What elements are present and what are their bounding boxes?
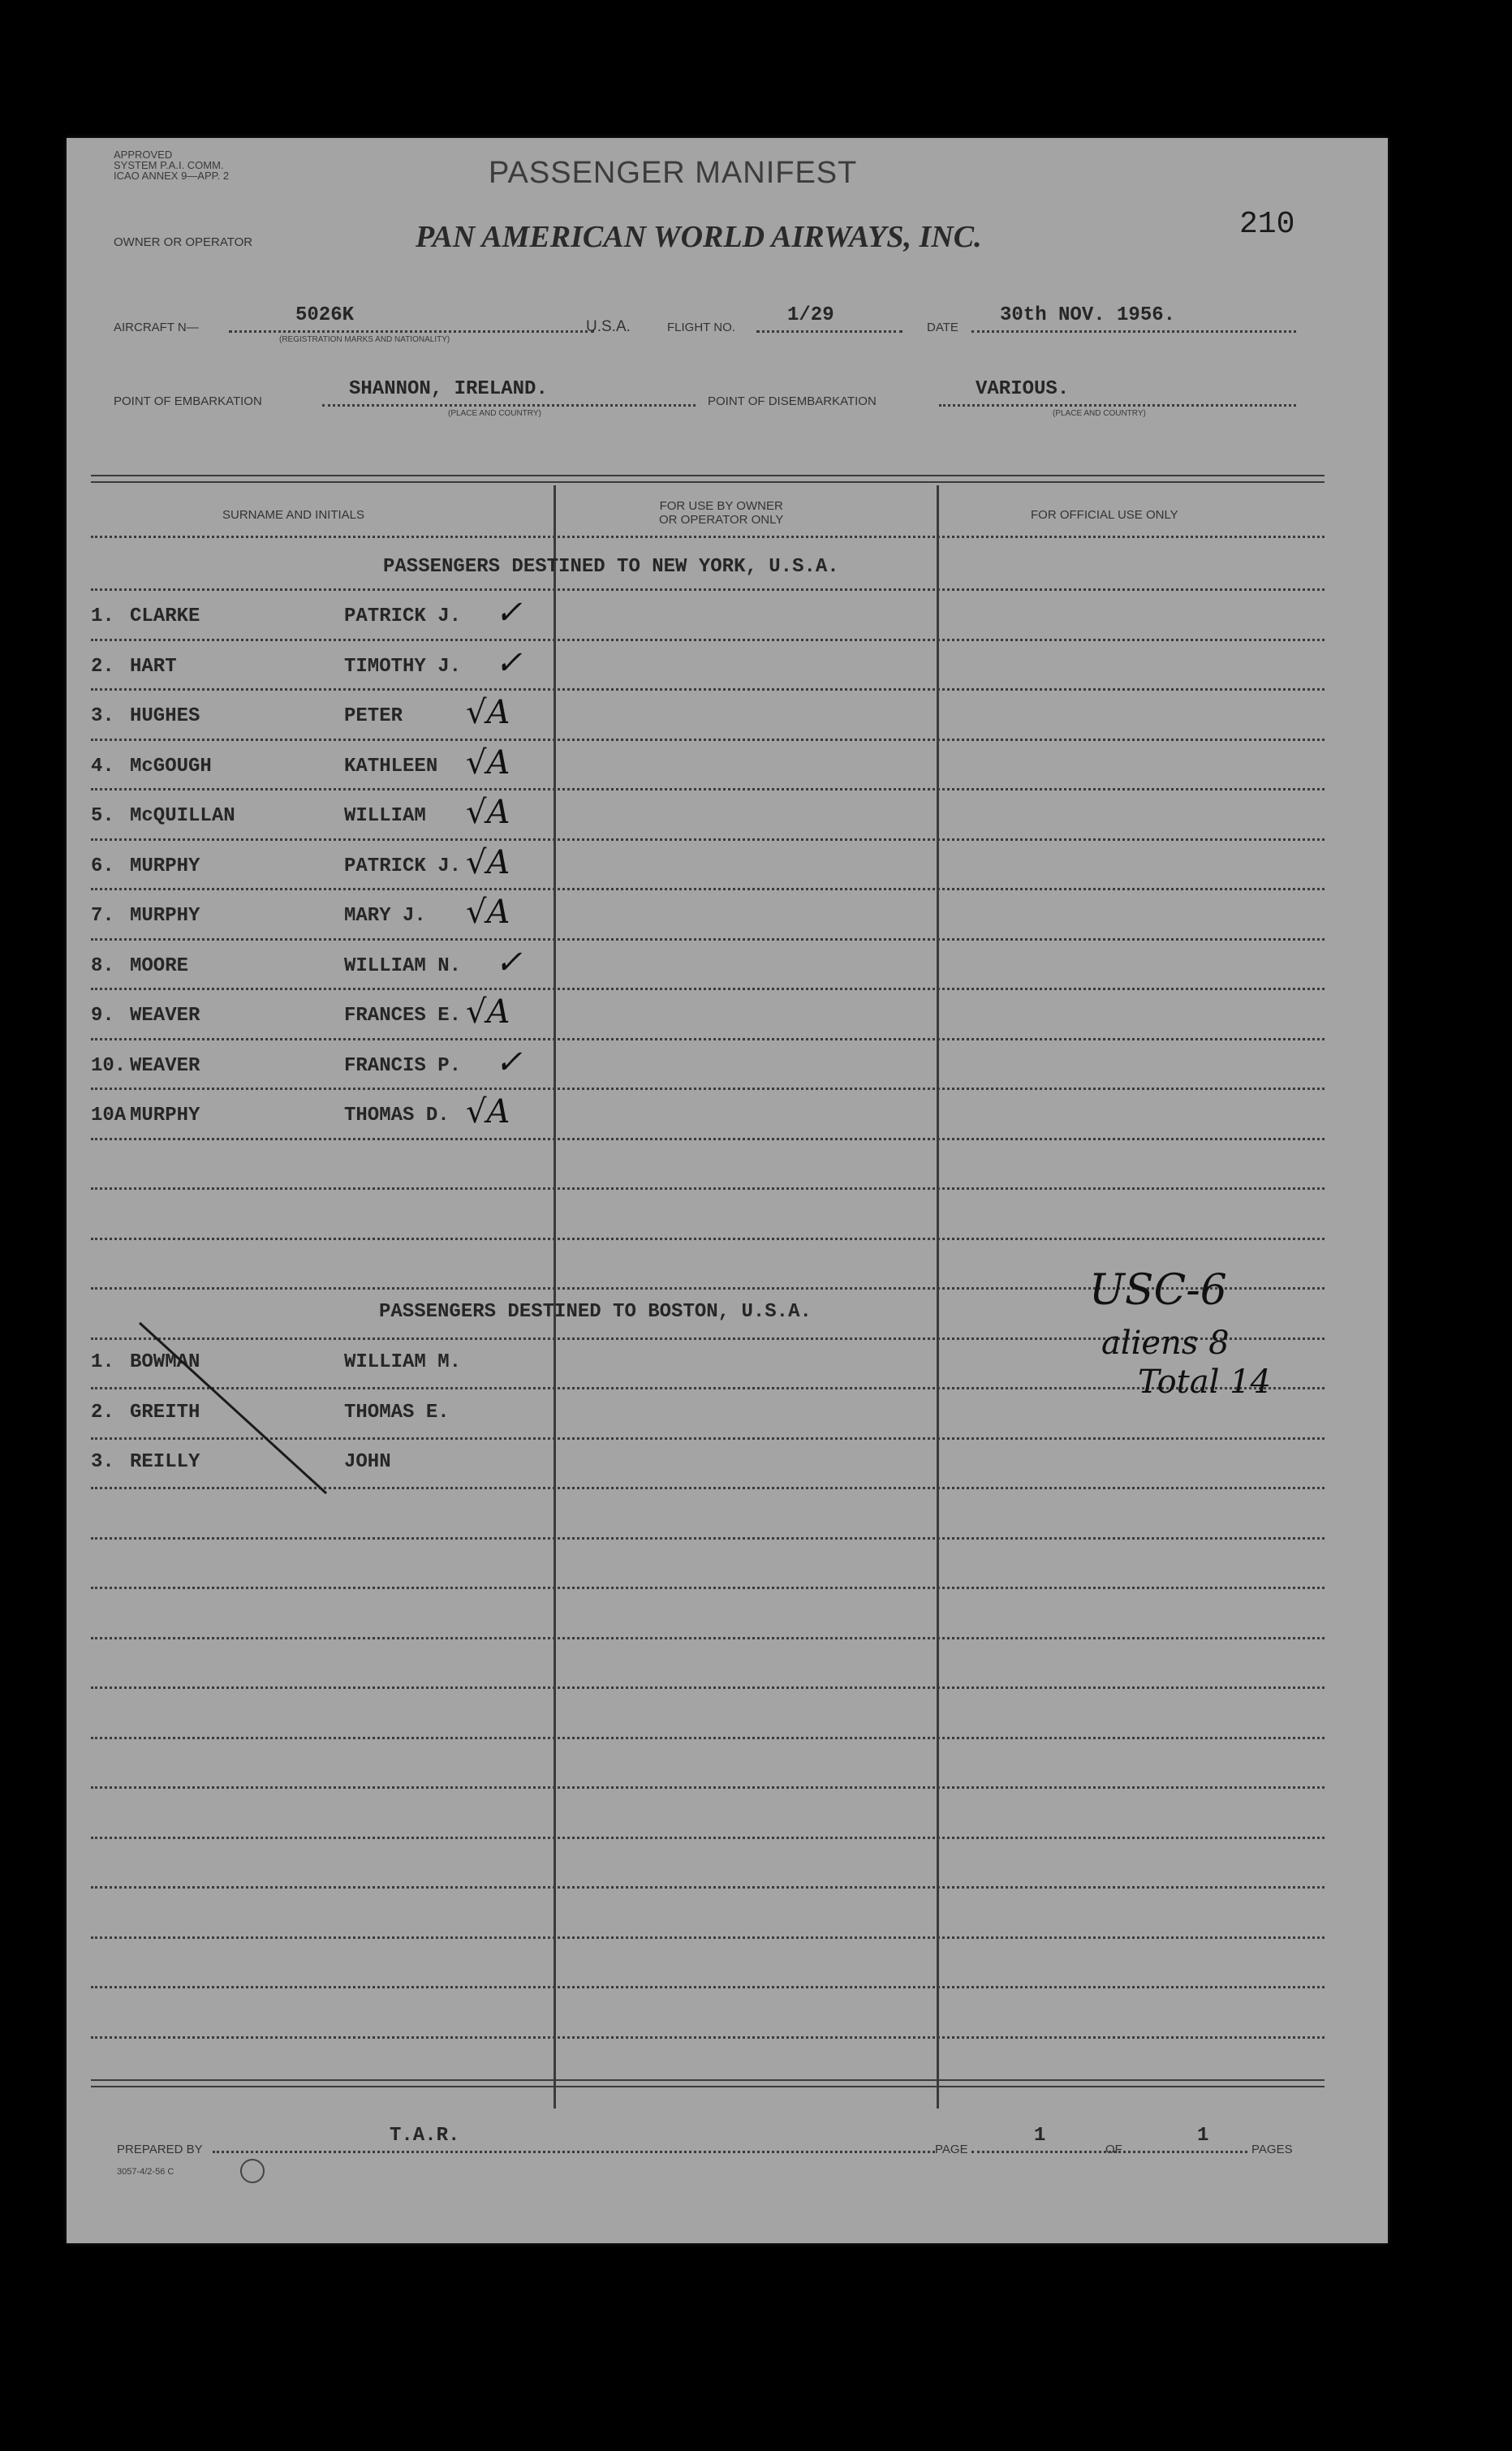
embark-underline — [322, 404, 696, 407]
pages-value: 1 — [1197, 2125, 1209, 2147]
form-title: PASSENGER MANIFEST — [489, 156, 858, 190]
passenger-number: 7. — [91, 905, 114, 927]
aircraft-label: AIRCRAFT N— — [114, 321, 199, 334]
check-mark: √A — [466, 744, 510, 782]
passenger-number: 1. — [91, 605, 114, 627]
passenger-number: 5. — [91, 805, 114, 827]
passenger-given-names: WILLIAM N. — [344, 955, 462, 977]
disembark-underline — [939, 404, 1296, 407]
passenger-surname: GREITH — [130, 1402, 200, 1424]
ruled-line — [91, 1786, 1325, 1789]
manifest-sheet — [67, 138, 1388, 2243]
disembark-label: POINT OF DISEMBARKATION — [708, 394, 877, 408]
ruled-line — [91, 1986, 1325, 1988]
ruled-line — [91, 788, 1325, 790]
form-code: 3057-4/2-56 C — [117, 2167, 174, 2177]
place-caption-1: (PLACE AND COUNTRY) — [448, 409, 541, 418]
flight-label: FLIGHT NO. — [667, 321, 735, 334]
passenger-given-names: TIMOTHY J. — [344, 656, 462, 678]
ruled-line — [91, 1537, 1325, 1540]
ruled-line — [91, 838, 1325, 841]
prepared-by: T.A.R. — [390, 2125, 460, 2147]
passenger-number: 3. — [91, 705, 114, 727]
passenger-given-names: JOHN — [344, 1451, 391, 1473]
page-value: 1 — [1034, 2125, 1046, 2147]
check-mark: ✓ — [495, 944, 523, 981]
ruled-line — [91, 1138, 1325, 1140]
passenger-number: 2. — [91, 1402, 114, 1424]
check-mark: √A — [466, 844, 510, 881]
passenger-given-names: THOMAS E. — [344, 1402, 450, 1424]
check-mark: √A — [466, 794, 510, 831]
check-mark: ✓ — [495, 644, 523, 682]
ruled-line — [91, 1637, 1325, 1639]
passenger-given-names: FRANCIS P. — [344, 1055, 462, 1077]
ruled-line — [91, 1238, 1325, 1240]
disembark-point: VARIOUS. — [976, 378, 1070, 400]
ruled-line — [91, 988, 1325, 990]
column-divider — [937, 485, 939, 2109]
passenger-given-names: FRANCES E. — [344, 1005, 462, 1027]
passenger-number: 3. — [91, 1451, 114, 1473]
check-mark: √A — [466, 894, 510, 931]
section-heading-boston: PASSENGERS DESTINED TO BOSTON, U.S.A. — [379, 1301, 812, 1323]
check-mark: √A — [466, 694, 510, 731]
column-divider — [554, 485, 556, 2109]
operator-name: PAN AMERICAN WORLD AIRWAYS, INC. — [416, 220, 982, 254]
passenger-given-names: PETER — [344, 705, 403, 727]
passenger-surname: BOWMAN — [130, 1351, 200, 1373]
passenger-given-names: KATHLEEN — [344, 756, 438, 778]
aircraft-number: 5026K — [295, 304, 355, 326]
col-owner-line: OR OPERATOR ONLY — [659, 513, 784, 527]
approval-stamp — [114, 149, 229, 181]
passenger-given-names: WILLIAM — [344, 805, 426, 827]
ruled-line — [91, 888, 1325, 890]
ruled-line — [91, 1187, 1325, 1190]
ruled-line — [91, 688, 1325, 691]
passenger-surname: MOORE — [130, 955, 189, 977]
passenger-number: 9. — [91, 1005, 114, 1027]
check-mark: ✓ — [495, 594, 523, 631]
passenger-number: 8. — [91, 955, 114, 977]
check-mark: √A — [466, 1093, 510, 1131]
ruled-line — [91, 639, 1325, 641]
passenger-surname: McGOUGH — [130, 756, 212, 778]
usa-label: U.S.A. — [586, 318, 631, 335]
col-surname-header: SURNAME AND INITIALS — [222, 508, 365, 522]
embark-point: SHANNON, IRELAND. — [349, 378, 548, 400]
ruled-line — [91, 536, 1325, 538]
annotation-total: Total 14 — [1138, 1363, 1271, 1401]
registration-caption: (REGISTRATION MARKS AND NATIONALITY) — [279, 335, 450, 344]
passenger-given-names: THOMAS D. — [344, 1105, 450, 1126]
ruled-line — [91, 938, 1325, 941]
aircraft-underline — [229, 330, 594, 333]
passenger-surname: WEAVER — [130, 1005, 200, 1027]
flight-number: 1/29 — [787, 304, 834, 326]
union-bug-seal — [240, 2159, 265, 2183]
passenger-given-names: PATRICK J. — [344, 605, 462, 627]
ruled-line — [91, 1686, 1325, 1689]
ruled-line — [91, 1587, 1325, 1589]
ruled-line — [91, 1737, 1325, 1739]
date-label: DATE — [927, 321, 958, 334]
ruled-line — [91, 1038, 1325, 1040]
page-underline — [971, 2151, 1247, 2153]
passenger-surname: MURPHY — [130, 855, 200, 877]
table-top-rule — [91, 481, 1325, 483]
passenger-surname: MURPHY — [130, 1105, 200, 1126]
col-owner-line: FOR USE BY OWNER — [659, 499, 783, 513]
check-mark: ✓ — [495, 1044, 523, 1081]
approval-line: SYSTEM P.A.I. COMM. — [114, 159, 224, 171]
section-heading-new-york: PASSENGERS DESTINED TO NEW YORK, U.S.A. — [383, 556, 839, 578]
passenger-number: 1. — [91, 1351, 114, 1373]
table-bottom-rule — [91, 2086, 1325, 2087]
passenger-surname: MURPHY — [130, 905, 200, 927]
owner-label: OWNER OR OPERATOR — [114, 235, 253, 249]
flight-underline — [756, 330, 902, 333]
annotation-aliens: aliens 8 — [1101, 1325, 1230, 1362]
embark-label: POINT OF EMBARKATION — [114, 394, 262, 408]
passenger-surname: REILLY — [130, 1451, 200, 1473]
place-caption-2: (PLACE AND COUNTRY) — [1053, 409, 1146, 418]
table-bottom-rule — [91, 2079, 1325, 2081]
passenger-number: 10A — [91, 1105, 127, 1126]
prepared-label: PREPARED BY — [117, 2143, 203, 2156]
ruled-line — [91, 1088, 1325, 1090]
passenger-number: 4. — [91, 756, 114, 778]
col-official-header: FOR OFFICIAL USE ONLY — [1031, 508, 1178, 522]
passenger-surname: McQUILLAN — [130, 805, 235, 827]
of-label: OF — [1105, 2143, 1122, 2156]
passenger-surname: HUGHES — [130, 705, 200, 727]
passenger-surname: CLARKE — [130, 605, 200, 627]
passenger-given-names: MARY J. — [344, 905, 426, 927]
check-mark: √A — [466, 993, 510, 1031]
ruled-line — [91, 1936, 1325, 1939]
manifest-number: 210 — [1239, 207, 1295, 242]
ruled-line — [91, 2036, 1325, 2039]
strike-through-line — [131, 1315, 342, 1501]
prepared-underline — [213, 2151, 935, 2153]
approval-line: APPROVED — [114, 149, 173, 161]
passenger-number: 6. — [91, 855, 114, 877]
pages-label: PAGES — [1251, 2143, 1293, 2156]
ruled-line — [91, 1837, 1325, 1839]
flight-date: 30th NOV. 1956. — [1000, 304, 1176, 326]
page-label: PAGE — [935, 2143, 968, 2156]
ruled-line — [91, 588, 1325, 591]
passenger-number: 2. — [91, 656, 114, 678]
passenger-surname: HART — [130, 656, 177, 678]
date-underline — [971, 330, 1296, 333]
passenger-number: 10. — [91, 1055, 127, 1077]
table-top-rule — [91, 475, 1325, 476]
passenger-surname: WEAVER — [130, 1055, 200, 1077]
passenger-given-names: PATRICK J. — [344, 855, 462, 877]
ruled-line — [91, 739, 1325, 741]
passenger-given-names: WILLIAM M. — [344, 1351, 462, 1373]
ruled-line — [91, 1886, 1325, 1889]
col-owner-header — [659, 499, 783, 527]
approval-line: ICAO ANNEX 9—APP. 2 — [114, 170, 230, 182]
annotation-usc: USC-6 — [1089, 1266, 1227, 1315]
